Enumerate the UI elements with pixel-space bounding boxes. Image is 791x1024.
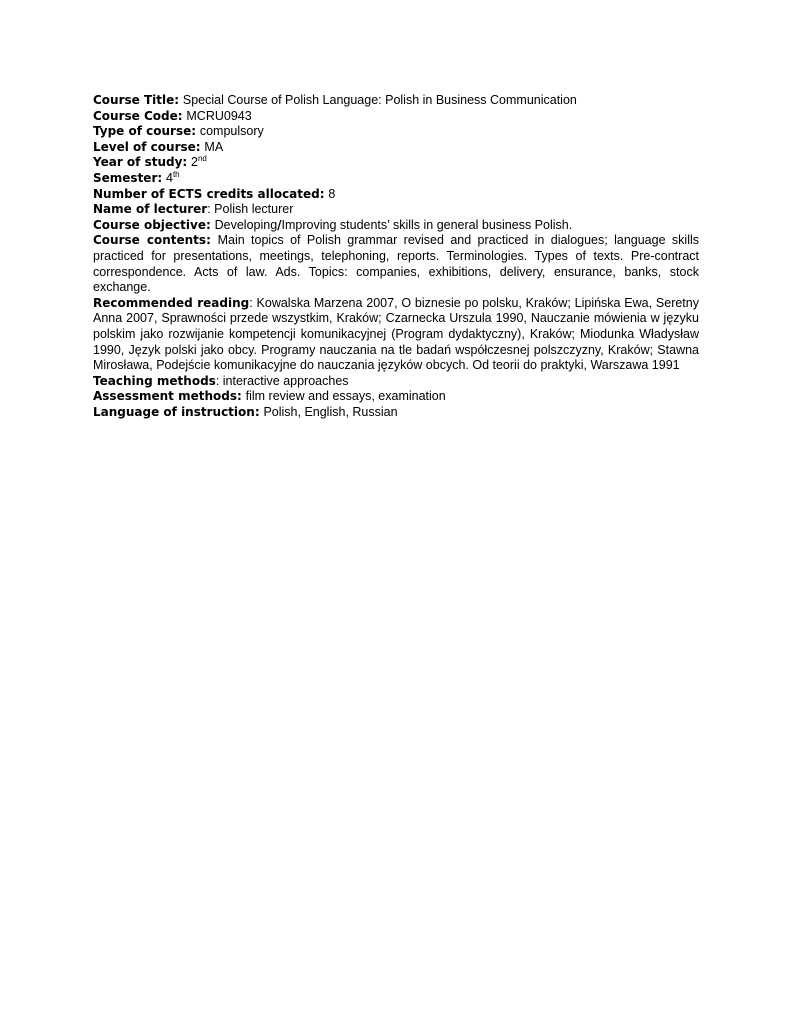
- semester-suffix: th: [172, 169, 180, 179]
- assessment-methods-label: Assessment methods:: [93, 389, 242, 404]
- course-objective-value-2: Improving students’ skills in general business Polish.: [281, 217, 573, 232]
- recommended-reading-label: Recommended reading: [93, 295, 250, 310]
- year-of-study-row: [93, 155, 699, 171]
- course-contents-label: Course contents:: [93, 233, 211, 248]
- course-title-row: [93, 93, 699, 109]
- semester-row: [93, 171, 699, 187]
- course-level-value: MA: [204, 139, 224, 154]
- recommended-reading-value: : Kowalska Marzena 2007, O biznesie po polsku, Kraków; Lipińska Ewa, Seretny Anna 2007, Sprawności przede wszystkim, Kraków; Czarnecka Urszula 1990, Nauczanie mówienia w języku polskim jako rozwijanie kompetencji komunikacyjnej (Program dydaktyczny), Kraków; Miodunka Władysław 1990, Język polski jako obcy. Programy nauczania na tle badań współczesnej polszczyzny, Kraków; Stawna Mirosława, Podejście komunikacyjne do nauczania języków obcych. Od teorii do praktyki, Warszawa 1991: [93, 295, 699, 373]
- course-title-label: Course Title:: [93, 93, 180, 107]
- lecturer-row: [93, 202, 699, 218]
- course-type-value: compulsory: [199, 124, 264, 139]
- semester-label: Semester:: [93, 170, 163, 185]
- year-of-study-suffix: nd: [197, 154, 207, 164]
- lecturer-value: : Polish lecturer: [207, 202, 294, 217]
- language-of-instruction-value: Polish, English, Russian: [263, 404, 398, 419]
- year-of-study-value: 2: [191, 155, 198, 170]
- semester-value: 4: [166, 170, 173, 185]
- course-title-value: Special Course of Polish Language: Polish in Business Communication: [182, 93, 577, 107]
- course-level-label: Level of course:: [93, 139, 201, 154]
- course-type-label: Type of course:: [93, 124, 197, 139]
- course-objective-value-1: Developing: [214, 217, 278, 232]
- course-contents-row: [93, 233, 699, 295]
- course-objective-slash: /: [277, 217, 282, 232]
- assessment-methods-row: [93, 389, 699, 405]
- course-level-row: [93, 140, 699, 156]
- year-of-study-label: Year of study:: [93, 155, 188, 170]
- teaching-methods-value: : interactive approaches: [215, 373, 349, 388]
- ects-credits-label: Number of ECTS credits allocated:: [93, 186, 325, 201]
- recommended-reading-row: [93, 296, 699, 374]
- ects-credits-row: [93, 187, 699, 203]
- course-description: [93, 93, 699, 420]
- language-of-instruction-label: Language of instruction:: [93, 404, 260, 419]
- course-code-label: Course Code:: [93, 108, 183, 123]
- lecturer-label: Name of lecturer: [93, 202, 208, 217]
- teaching-methods-label: Teaching methods: [93, 373, 216, 388]
- ects-credits-value: 8: [328, 186, 336, 201]
- teaching-methods-row: [93, 374, 699, 390]
- course-code-row: [93, 109, 699, 125]
- course-objective-label: Course objective:: [93, 217, 211, 232]
- course-contents-value: Main topics of Polish grammar revised and practiced in dialogues; language skills practiced for presentations, meetings, telephoning, reports. Terminologies. Types of texts. Pre-contract correspondence. Acts of law. Ads. Topics: companies, exhibitions, delivery, ensurance, banks, stock exchange.: [93, 233, 699, 295]
- language-of-instruction-row: [93, 405, 699, 421]
- course-objective-row: [93, 218, 699, 234]
- course-type-row: [93, 124, 699, 140]
- course-code-value: MCRU0943: [186, 108, 252, 123]
- assessment-methods-value: film review and essays, examination: [245, 389, 446, 404]
